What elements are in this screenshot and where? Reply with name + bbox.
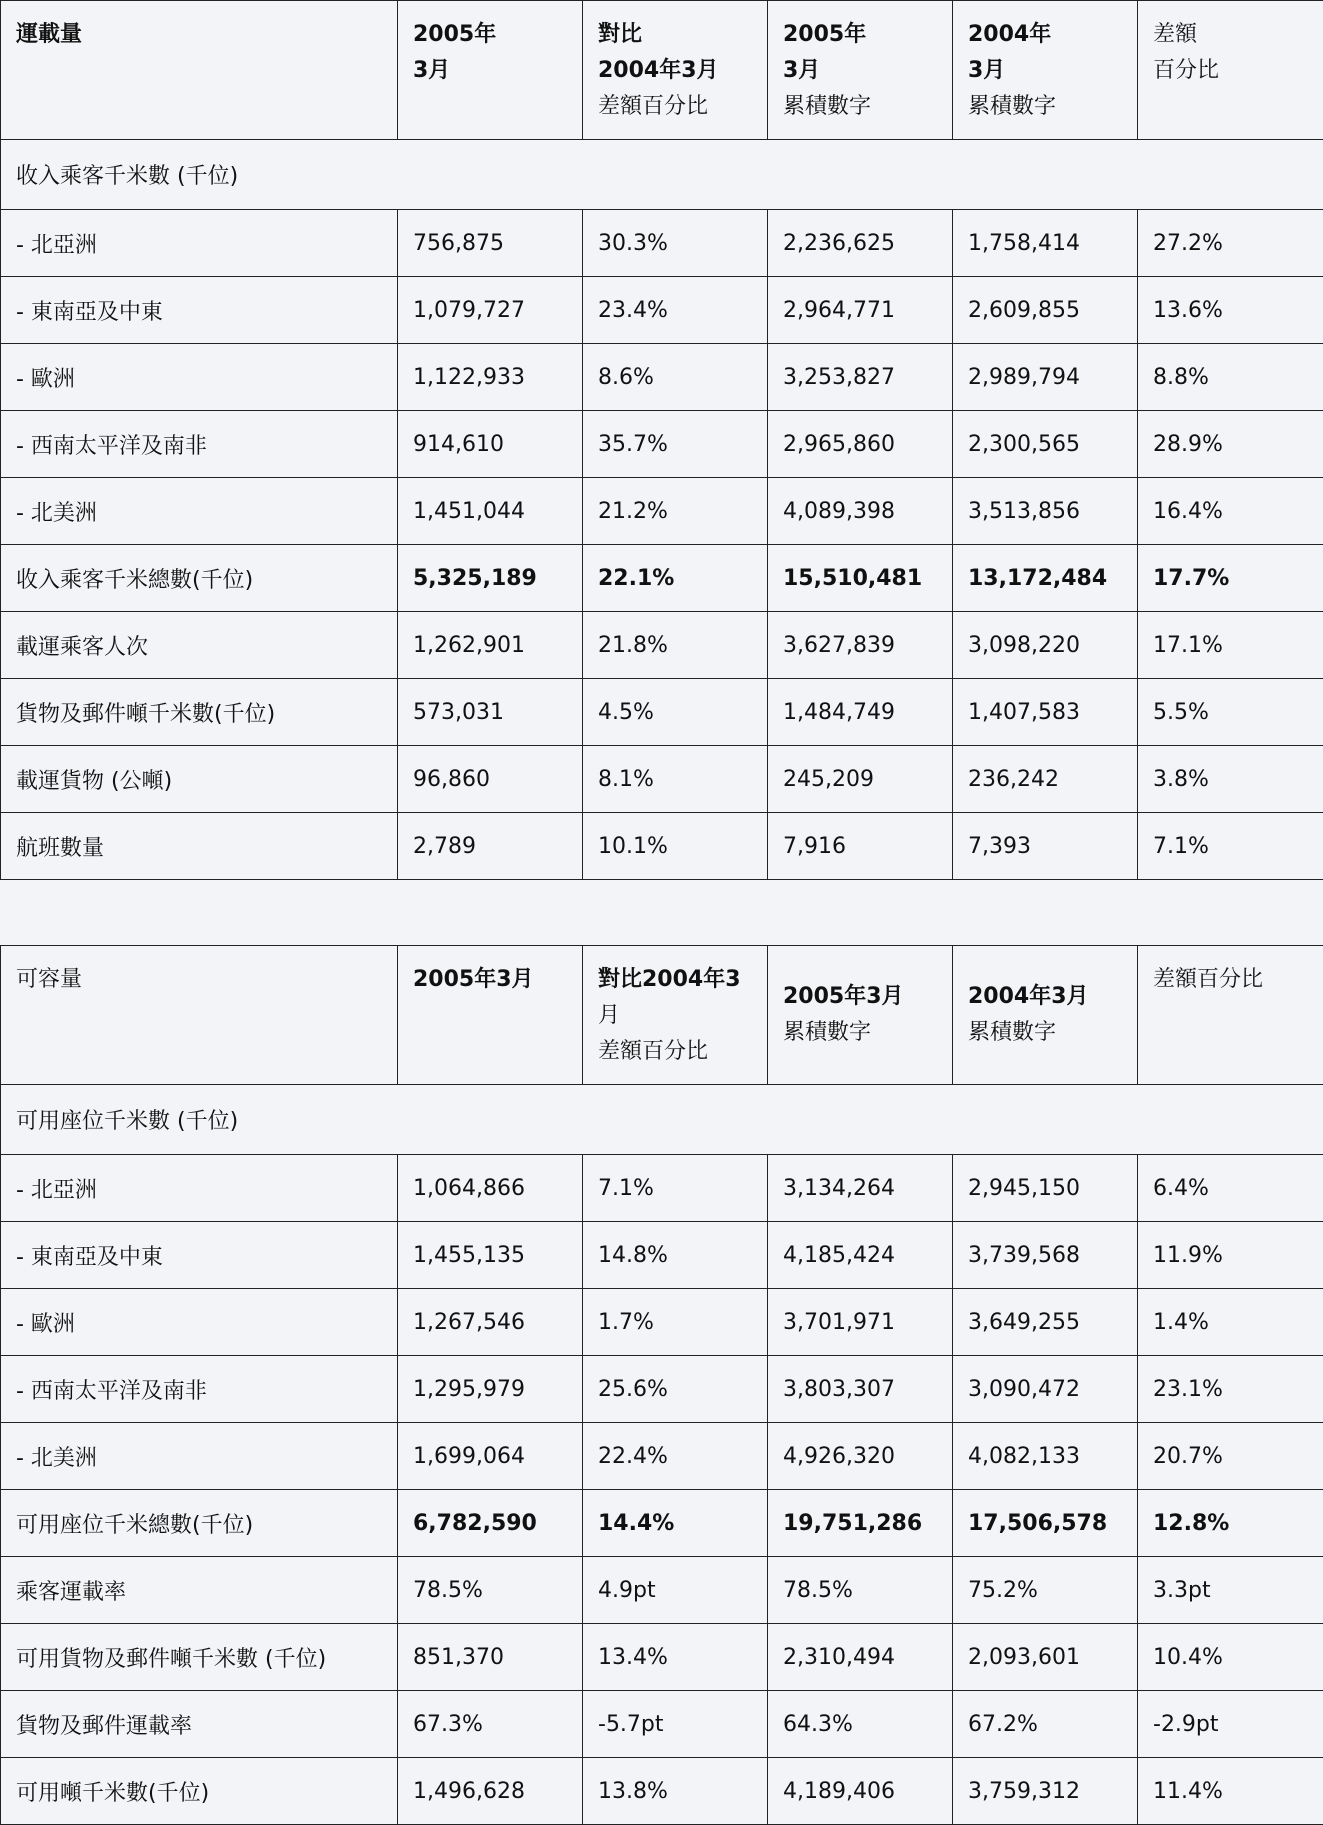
value-cell: 573,031	[398, 679, 583, 746]
value-cell: 13.6%	[1138, 277, 1323, 344]
value-cell: 23.4%	[583, 277, 768, 344]
value-cell: 3,701,971	[768, 1289, 953, 1356]
value-cell: 11.4%	[1138, 1758, 1323, 1825]
value-cell: 67.3%	[398, 1691, 583, 1758]
row-label: 貨物及郵件噸千米數(千位)	[1, 679, 398, 746]
value-cell: 78.5%	[398, 1557, 583, 1624]
table-row	[1, 1758, 1323, 1825]
value-cell: 3,253,827	[768, 344, 953, 411]
value-cell: 28.9%	[1138, 411, 1323, 478]
value-cell: 3,513,856	[953, 478, 1138, 545]
value-cell: 2,964,771	[768, 277, 953, 344]
value-cell: 3,739,568	[953, 1222, 1138, 1289]
value-cell: 1,407,583	[953, 679, 1138, 746]
table-row	[1, 679, 1323, 746]
value-cell: 3,098,220	[953, 612, 1138, 679]
value-cell: 1,295,979	[398, 1356, 583, 1423]
value-cell: 2,789	[398, 813, 583, 880]
value-cell: 2,093,601	[953, 1624, 1138, 1691]
header-cell: 差額 百分比	[1138, 1, 1323, 140]
value-cell: 1,455,135	[398, 1222, 583, 1289]
header-cell: 對比 2004年3月 差額百分比	[583, 1, 768, 140]
header-cell: 2004年3月 累積數字	[953, 946, 1138, 1085]
value-cell: 4.9pt	[583, 1557, 768, 1624]
capacity-header-row	[1, 946, 1323, 1085]
value-cell: 75.2%	[953, 1557, 1138, 1624]
header-cell: 運載量	[1, 1, 398, 140]
value-cell: 5,325,189	[398, 545, 583, 612]
value-cell: 4,082,133	[953, 1423, 1138, 1490]
value-cell: 8.1%	[583, 746, 768, 813]
table-row	[1, 1624, 1323, 1691]
value-cell: 78.5%	[768, 1557, 953, 1624]
value-cell: 17,506,578	[953, 1490, 1138, 1557]
value-cell: 64.3%	[768, 1691, 953, 1758]
value-cell: 2,965,860	[768, 411, 953, 478]
value-cell: 1.7%	[583, 1289, 768, 1356]
value-cell: 6,782,590	[398, 1490, 583, 1557]
value-cell: 19,751,286	[768, 1490, 953, 1557]
traffic-table-body	[1, 210, 1323, 880]
section-row	[1, 140, 1323, 210]
row-label: 載運乘客人次	[1, 612, 398, 679]
header-cell: 可容量	[1, 946, 398, 1085]
table-row	[1, 1356, 1323, 1423]
value-cell: 1.4%	[1138, 1289, 1323, 1356]
value-cell: 21.8%	[583, 612, 768, 679]
value-cell: 7,916	[768, 813, 953, 880]
header-cell: 2005年3月 累積數字	[768, 946, 953, 1085]
value-cell: 23.1%	[1138, 1356, 1323, 1423]
value-cell: 96,860	[398, 746, 583, 813]
traffic-header-row	[1, 1, 1323, 140]
header-cell: 2005年3月	[398, 946, 583, 1085]
value-cell: 13,172,484	[953, 545, 1138, 612]
row-label: - 北美洲	[1, 478, 398, 545]
value-cell: 914,610	[398, 411, 583, 478]
table-row	[1, 746, 1323, 813]
table-row	[1, 612, 1323, 679]
table-row	[1, 545, 1323, 612]
row-label: 可用座位千米總數(千位)	[1, 1490, 398, 1557]
value-cell: 14.4%	[583, 1490, 768, 1557]
value-cell: 4.5%	[583, 679, 768, 746]
value-cell: 3,134,264	[768, 1155, 953, 1222]
table-row	[1, 1691, 1323, 1758]
value-cell: 30.3%	[583, 210, 768, 277]
value-cell: 1,484,749	[768, 679, 953, 746]
table-row	[1, 813, 1323, 880]
value-cell: 1,079,727	[398, 277, 583, 344]
value-cell: 3,803,307	[768, 1356, 953, 1423]
table-row	[1, 344, 1323, 411]
value-cell: 4,926,320	[768, 1423, 953, 1490]
row-label: - 北美洲	[1, 1423, 398, 1490]
value-cell: 1,262,901	[398, 612, 583, 679]
value-cell: 13.8%	[583, 1758, 768, 1825]
table-row	[1, 1289, 1323, 1356]
row-label: 可用噸千米數(千位)	[1, 1758, 398, 1825]
value-cell: 6.4%	[1138, 1155, 1323, 1222]
row-label: - 北亞洲	[1, 210, 398, 277]
row-label: - 歐洲	[1, 1289, 398, 1356]
value-cell: 14.8%	[583, 1222, 768, 1289]
header-cell: 差額百分比	[1138, 946, 1323, 1085]
table-row	[1, 277, 1323, 344]
value-cell: 1,064,866	[398, 1155, 583, 1222]
value-cell: 12.8%	[1138, 1490, 1323, 1557]
value-cell: 25.6%	[583, 1356, 768, 1423]
value-cell: 10.1%	[583, 813, 768, 880]
value-cell: 2,989,794	[953, 344, 1138, 411]
value-cell: 10.4%	[1138, 1624, 1323, 1691]
value-cell: 8.8%	[1138, 344, 1323, 411]
value-cell: 27.2%	[1138, 210, 1323, 277]
value-cell: 4,185,424	[768, 1222, 953, 1289]
value-cell: 7.1%	[583, 1155, 768, 1222]
value-cell: 3.8%	[1138, 746, 1323, 813]
value-cell: 7,393	[953, 813, 1138, 880]
table-row	[1, 1557, 1323, 1624]
row-label: - 東南亞及中東	[1, 1222, 398, 1289]
table-row	[1, 411, 1323, 478]
value-cell: 2,945,150	[953, 1155, 1138, 1222]
value-cell: 3,627,839	[768, 612, 953, 679]
value-cell: 5.5%	[1138, 679, 1323, 746]
value-cell: 2,609,855	[953, 277, 1138, 344]
value-cell: 1,699,064	[398, 1423, 583, 1490]
value-cell: 4,189,406	[768, 1758, 953, 1825]
row-label: - 西南太平洋及南非	[1, 1356, 398, 1423]
value-cell: 1,122,933	[398, 344, 583, 411]
value-cell: 1,267,546	[398, 1289, 583, 1356]
value-cell: 7.1%	[1138, 813, 1323, 880]
table-row	[1, 478, 1323, 545]
row-label: 乘客運載率	[1, 1557, 398, 1624]
row-label: 航班數量	[1, 813, 398, 880]
capacity-table-body	[1, 1155, 1323, 1825]
value-cell: 22.1%	[583, 545, 768, 612]
traffic-table	[0, 0, 1323, 880]
value-cell: -2.9pt	[1138, 1691, 1323, 1758]
value-cell: 2,236,625	[768, 210, 953, 277]
value-cell: 3,090,472	[953, 1356, 1138, 1423]
value-cell: 35.7%	[583, 411, 768, 478]
value-cell: 21.2%	[583, 478, 768, 545]
value-cell: 245,209	[768, 746, 953, 813]
row-label: 可用貨物及郵件噸千米數 (千位)	[1, 1624, 398, 1691]
header-cell: 2004年 3月 累積數字	[953, 1, 1138, 140]
value-cell: 17.1%	[1138, 612, 1323, 679]
table-row	[1, 1155, 1323, 1222]
section-label: 收入乘客千米數 (千位)	[1, 140, 1323, 210]
table-row	[1, 210, 1323, 277]
header-cell: 對比2004年3 月 差額百分比	[583, 946, 768, 1085]
value-cell: 1,758,414	[953, 210, 1138, 277]
value-cell: 16.4%	[1138, 478, 1323, 545]
value-cell: 3,649,255	[953, 1289, 1138, 1356]
section-row	[1, 1085, 1323, 1155]
header-cell: 2005年 3月	[398, 1, 583, 140]
value-cell: -5.7pt	[583, 1691, 768, 1758]
value-cell: 20.7%	[1138, 1423, 1323, 1490]
row-label: - 歐洲	[1, 344, 398, 411]
value-cell: 3,759,312	[953, 1758, 1138, 1825]
value-cell: 17.7%	[1138, 545, 1323, 612]
table-gap	[0, 880, 1323, 945]
value-cell: 4,089,398	[768, 478, 953, 545]
value-cell: 1,496,628	[398, 1758, 583, 1825]
value-cell: 236,242	[953, 746, 1138, 813]
value-cell: 8.6%	[583, 344, 768, 411]
table-row	[1, 1423, 1323, 1490]
row-label: 載運貨物 (公噸)	[1, 746, 398, 813]
value-cell: 11.9%	[1138, 1222, 1323, 1289]
table-row	[1, 1490, 1323, 1557]
value-cell: 1,451,044	[398, 478, 583, 545]
value-cell: 756,875	[398, 210, 583, 277]
capacity-table	[0, 945, 1323, 1825]
value-cell: 2,300,565	[953, 411, 1138, 478]
header-cell: 2005年 3月 累積數字	[768, 1, 953, 140]
row-label: 貨物及郵件運載率	[1, 1691, 398, 1758]
value-cell: 851,370	[398, 1624, 583, 1691]
value-cell: 22.4%	[583, 1423, 768, 1490]
row-label: - 西南太平洋及南非	[1, 411, 398, 478]
row-label: - 東南亞及中東	[1, 277, 398, 344]
value-cell: 67.2%	[953, 1691, 1138, 1758]
value-cell: 3.3pt	[1138, 1557, 1323, 1624]
value-cell: 15,510,481	[768, 545, 953, 612]
row-label: 收入乘客千米總數(千位)	[1, 545, 398, 612]
row-label: - 北亞洲	[1, 1155, 398, 1222]
value-cell: 13.4%	[583, 1624, 768, 1691]
table-row	[1, 1222, 1323, 1289]
value-cell: 2,310,494	[768, 1624, 953, 1691]
section-label: 可用座位千米數 (千位)	[1, 1085, 1323, 1155]
